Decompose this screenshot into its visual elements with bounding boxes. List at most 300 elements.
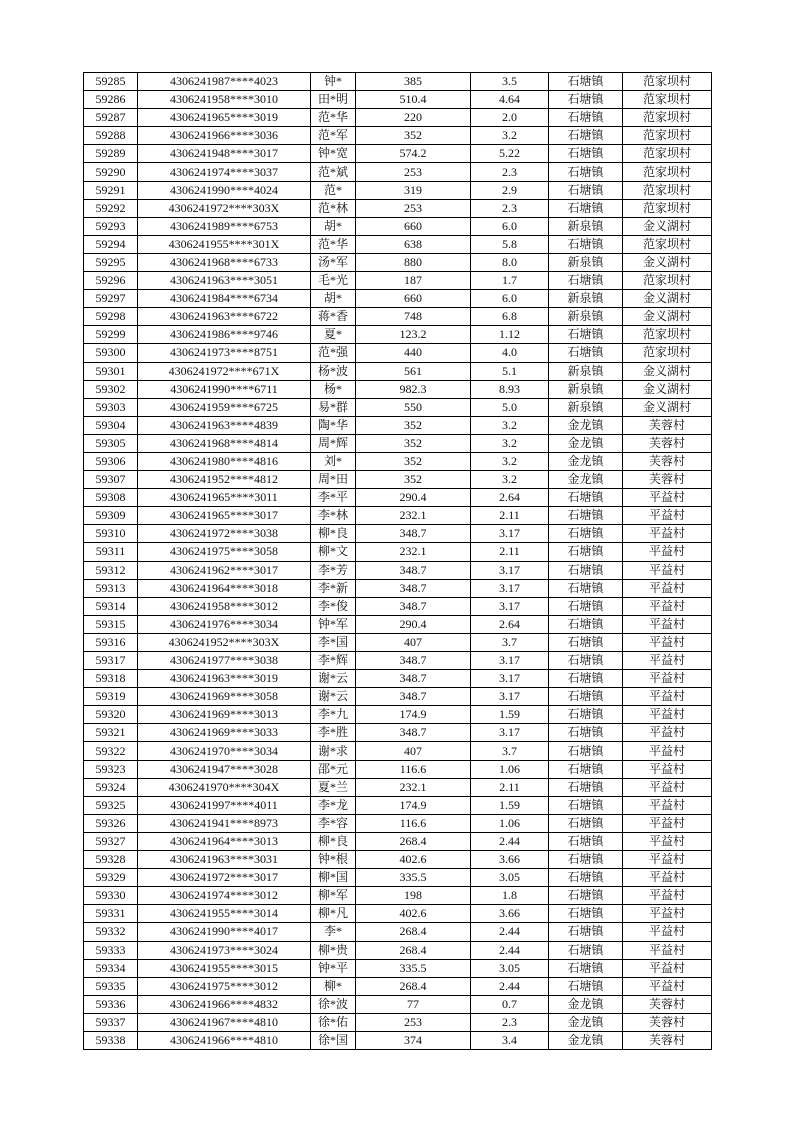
table-row (84, 127, 712, 145)
id-number-cell: 4306241970****3034 (138, 742, 311, 760)
row-number-cell: 59304 (84, 416, 138, 434)
town-cell: 石塘镇 (549, 869, 623, 887)
row-number-cell: 59330 (84, 887, 138, 905)
name-cell: 谢*云 (311, 688, 356, 706)
id-number-cell: 4306241987****4023 (138, 73, 311, 91)
amount-cell: 319 (356, 181, 471, 199)
town-cell: 石塘镇 (549, 127, 623, 145)
id-number-cell: 4306241990****4024 (138, 181, 311, 199)
town-cell: 石塘镇 (549, 199, 623, 217)
value-cell: 3.2 (471, 416, 549, 434)
name-cell: 胡* (311, 217, 356, 235)
table-row (84, 778, 712, 796)
value-cell: 1.59 (471, 706, 549, 724)
amount-cell: 198 (356, 887, 471, 905)
row-number-cell: 59324 (84, 778, 138, 796)
town-cell: 新泉镇 (549, 253, 623, 271)
town-cell: 石塘镇 (549, 977, 623, 995)
id-number-cell: 4306241980****4816 (138, 452, 311, 470)
name-cell: 夏* (311, 326, 356, 344)
row-number-cell: 59323 (84, 760, 138, 778)
row-number-cell: 59333 (84, 941, 138, 959)
id-number-cell: 4306241952****303X (138, 633, 311, 651)
id-number-cell: 4306241959****6725 (138, 398, 311, 416)
amount-cell: 352 (356, 127, 471, 145)
value-cell: 4.0 (471, 344, 549, 362)
amount-cell: 268.4 (356, 923, 471, 941)
id-number-cell: 4306241973****8751 (138, 344, 311, 362)
id-number-cell: 4306241973****3024 (138, 941, 311, 959)
village-cell: 平益村 (623, 543, 712, 561)
town-cell: 石塘镇 (549, 633, 623, 651)
value-cell: 3.66 (471, 905, 549, 923)
town-cell: 石塘镇 (549, 489, 623, 507)
village-cell: 金义湖村 (623, 398, 712, 416)
town-cell: 石塘镇 (549, 235, 623, 253)
row-number-cell: 59286 (84, 91, 138, 109)
row-number-cell: 59299 (84, 326, 138, 344)
table-row (84, 633, 712, 651)
village-cell: 芙蓉村 (623, 1031, 712, 1049)
table-row (84, 398, 712, 416)
amount-cell: 335.5 (356, 959, 471, 977)
row-number-cell: 59321 (84, 724, 138, 742)
amount-cell: 440 (356, 344, 471, 362)
table-row (84, 923, 712, 941)
row-number-cell: 59289 (84, 145, 138, 163)
town-cell: 石塘镇 (549, 344, 623, 362)
name-cell: 范*斌 (311, 163, 356, 181)
table-row (84, 851, 712, 869)
id-number-cell: 4306241963****6722 (138, 308, 311, 326)
value-cell: 3.17 (471, 652, 549, 670)
town-cell: 新泉镇 (549, 380, 623, 398)
table-row (84, 652, 712, 670)
table-row (84, 109, 712, 127)
amount-cell: 116.6 (356, 760, 471, 778)
table-row (84, 272, 712, 290)
row-number-cell: 59332 (84, 923, 138, 941)
town-cell: 石塘镇 (549, 543, 623, 561)
id-number-cell: 4306241948****3017 (138, 145, 311, 163)
amount-cell: 268.4 (356, 832, 471, 850)
row-number-cell: 59288 (84, 127, 138, 145)
amount-cell: 348.7 (356, 525, 471, 543)
amount-cell: 290.4 (356, 489, 471, 507)
value-cell: 1.06 (471, 760, 549, 778)
value-cell: 3.17 (471, 579, 549, 597)
row-number-cell: 59308 (84, 489, 138, 507)
row-number-cell: 59297 (84, 290, 138, 308)
name-cell: 李*新 (311, 579, 356, 597)
village-cell: 平益村 (623, 760, 712, 778)
amount-cell: 232.1 (356, 778, 471, 796)
row-number-cell: 59329 (84, 869, 138, 887)
amount-cell: 574.2 (356, 145, 471, 163)
table-row (84, 995, 712, 1013)
name-cell: 谢*云 (311, 670, 356, 688)
name-cell: 范*华 (311, 235, 356, 253)
table-row (84, 253, 712, 271)
town-cell: 金龙镇 (549, 471, 623, 489)
village-cell: 平益村 (623, 887, 712, 905)
village-cell: 芙蓉村 (623, 471, 712, 489)
row-number-cell: 59328 (84, 851, 138, 869)
table-row (84, 416, 712, 434)
village-cell: 平益村 (623, 959, 712, 977)
name-cell: 刘* (311, 452, 356, 470)
town-cell: 石塘镇 (549, 706, 623, 724)
id-number-cell: 4306241969****3058 (138, 688, 311, 706)
value-cell: 2.44 (471, 977, 549, 995)
table-row (84, 489, 712, 507)
village-cell: 平益村 (623, 742, 712, 760)
value-cell: 1.59 (471, 796, 549, 814)
value-cell: 3.17 (471, 597, 549, 615)
name-cell: 范*林 (311, 199, 356, 217)
village-cell: 范家坝村 (623, 199, 712, 217)
id-number-cell: 4306241963****3031 (138, 851, 311, 869)
name-cell: 李*胜 (311, 724, 356, 742)
table-row (84, 507, 712, 525)
table-row (84, 796, 712, 814)
row-number-cell: 59294 (84, 235, 138, 253)
table-row (84, 217, 712, 235)
id-number-cell: 4306241989****6753 (138, 217, 311, 235)
town-cell: 石塘镇 (549, 525, 623, 543)
village-cell: 范家坝村 (623, 73, 712, 91)
value-cell: 3.4 (471, 1031, 549, 1049)
row-number-cell: 59327 (84, 832, 138, 850)
table-row (84, 344, 712, 362)
id-number-cell: 4306241965****3011 (138, 489, 311, 507)
row-number-cell: 59319 (84, 688, 138, 706)
id-number-cell: 4306241965****3017 (138, 507, 311, 525)
id-number-cell: 4306241969****3013 (138, 706, 311, 724)
village-cell: 芙蓉村 (623, 1013, 712, 1031)
table-row (84, 742, 712, 760)
table-row (84, 869, 712, 887)
name-cell: 毛*光 (311, 272, 356, 290)
value-cell: 3.17 (471, 525, 549, 543)
row-number-cell: 59293 (84, 217, 138, 235)
table-row (84, 688, 712, 706)
village-cell: 金义湖村 (623, 380, 712, 398)
amount-cell: 402.6 (356, 905, 471, 923)
town-cell: 石塘镇 (549, 561, 623, 579)
village-cell: 平益村 (623, 923, 712, 941)
row-number-cell: 59313 (84, 579, 138, 597)
name-cell: 邵*元 (311, 760, 356, 778)
table-row (84, 326, 712, 344)
village-cell: 平益村 (623, 579, 712, 597)
name-cell: 钟*根 (311, 851, 356, 869)
town-cell: 石塘镇 (549, 326, 623, 344)
town-cell: 石塘镇 (549, 796, 623, 814)
amount-cell: 660 (356, 290, 471, 308)
amount-cell: 352 (356, 452, 471, 470)
name-cell: 徐*国 (311, 1031, 356, 1049)
village-cell: 平益村 (623, 525, 712, 543)
town-cell: 金龙镇 (549, 416, 623, 434)
table-row (84, 73, 712, 91)
village-cell: 范家坝村 (623, 145, 712, 163)
village-cell: 平益村 (623, 941, 712, 959)
town-cell: 石塘镇 (549, 73, 623, 91)
name-cell: 周*辉 (311, 434, 356, 452)
village-cell: 平益村 (623, 724, 712, 742)
table-row (84, 814, 712, 832)
amount-cell: 174.9 (356, 796, 471, 814)
name-cell: 李* (311, 923, 356, 941)
name-cell: 范* (311, 181, 356, 199)
name-cell: 柳*良 (311, 525, 356, 543)
village-cell: 平益村 (623, 706, 712, 724)
amount-cell: 407 (356, 633, 471, 651)
town-cell: 石塘镇 (549, 959, 623, 977)
id-number-cell: 4306241984****6734 (138, 290, 311, 308)
town-cell: 石塘镇 (549, 832, 623, 850)
row-number-cell: 59302 (84, 380, 138, 398)
name-cell: 李*俊 (311, 597, 356, 615)
town-cell: 石塘镇 (549, 109, 623, 127)
amount-cell: 352 (356, 471, 471, 489)
value-cell: 3.17 (471, 561, 549, 579)
village-cell: 金义湖村 (623, 290, 712, 308)
id-number-cell: 4306241955****301X (138, 235, 311, 253)
village-cell: 平益村 (623, 597, 712, 615)
table-row (84, 887, 712, 905)
amount-cell: 116.6 (356, 814, 471, 832)
row-number-cell: 59320 (84, 706, 138, 724)
id-number-cell: 4306241975****3058 (138, 543, 311, 561)
village-cell: 范家坝村 (623, 272, 712, 290)
table-row (84, 670, 712, 688)
amount-cell: 638 (356, 235, 471, 253)
id-number-cell: 4306241941****8973 (138, 814, 311, 832)
amount-cell: 660 (356, 217, 471, 235)
table-row (84, 579, 712, 597)
village-cell: 金义湖村 (623, 308, 712, 326)
value-cell: 6.0 (471, 290, 549, 308)
table-row (84, 724, 712, 742)
table-row (84, 380, 712, 398)
town-cell: 石塘镇 (549, 163, 623, 181)
village-cell: 平益村 (623, 851, 712, 869)
town-cell: 石塘镇 (549, 507, 623, 525)
value-cell: 5.8 (471, 235, 549, 253)
town-cell: 新泉镇 (549, 398, 623, 416)
table-row (84, 525, 712, 543)
name-cell: 柳*文 (311, 543, 356, 561)
value-cell: 2.11 (471, 778, 549, 796)
village-cell: 平益村 (623, 814, 712, 832)
name-cell: 柳*良 (311, 832, 356, 850)
value-cell: 2.44 (471, 923, 549, 941)
town-cell: 石塘镇 (549, 688, 623, 706)
town-cell: 石塘镇 (549, 91, 623, 109)
village-cell: 范家坝村 (623, 127, 712, 145)
value-cell: 4.64 (471, 91, 549, 109)
id-number-cell: 4306241972****3038 (138, 525, 311, 543)
name-cell: 李*平 (311, 489, 356, 507)
id-number-cell: 4306241966****4832 (138, 995, 311, 1013)
id-number-cell: 4306241962****3017 (138, 561, 311, 579)
value-cell: 3.05 (471, 869, 549, 887)
table-row (84, 145, 712, 163)
row-number-cell: 59315 (84, 615, 138, 633)
table-row (84, 706, 712, 724)
name-cell: 杨*波 (311, 362, 356, 380)
name-cell: 汤*军 (311, 253, 356, 271)
value-cell: 2.11 (471, 507, 549, 525)
value-cell: 3.7 (471, 633, 549, 651)
value-cell: 6.0 (471, 217, 549, 235)
id-number-cell: 4306241966****3036 (138, 127, 311, 145)
name-cell: 易*群 (311, 398, 356, 416)
id-number-cell: 4306241990****4017 (138, 923, 311, 941)
name-cell: 柳* (311, 977, 356, 995)
village-cell: 范家坝村 (623, 235, 712, 253)
row-number-cell: 59316 (84, 633, 138, 651)
name-cell: 范*强 (311, 344, 356, 362)
row-number-cell: 59303 (84, 398, 138, 416)
amount-cell: 352 (356, 416, 471, 434)
town-cell: 石塘镇 (549, 724, 623, 742)
value-cell: 2.44 (471, 941, 549, 959)
town-cell: 石塘镇 (549, 742, 623, 760)
value-cell: 3.2 (471, 434, 549, 452)
name-cell: 胡* (311, 290, 356, 308)
town-cell: 石塘镇 (549, 272, 623, 290)
town-cell: 新泉镇 (549, 290, 623, 308)
id-number-cell: 4306241972****3017 (138, 869, 311, 887)
village-cell: 金义湖村 (623, 253, 712, 271)
town-cell: 金龙镇 (549, 1013, 623, 1031)
id-number-cell: 4306241968****4814 (138, 434, 311, 452)
value-cell: 2.3 (471, 199, 549, 217)
amount-cell: 561 (356, 362, 471, 380)
id-number-cell: 4306241974****3037 (138, 163, 311, 181)
town-cell: 石塘镇 (549, 670, 623, 688)
amount-cell: 232.1 (356, 507, 471, 525)
amount-cell: 187 (356, 272, 471, 290)
value-cell: 2.11 (471, 543, 549, 561)
town-cell: 金龙镇 (549, 1031, 623, 1049)
value-cell: 8.0 (471, 253, 549, 271)
value-cell: 3.17 (471, 688, 549, 706)
name-cell: 杨* (311, 380, 356, 398)
table-row (84, 199, 712, 217)
name-cell: 范*军 (311, 127, 356, 145)
village-cell: 平益村 (623, 489, 712, 507)
amount-cell: 385 (356, 73, 471, 91)
id-number-cell: 4306241963****3019 (138, 670, 311, 688)
value-cell: 5.22 (471, 145, 549, 163)
table-row (84, 452, 712, 470)
town-cell: 石塘镇 (549, 814, 623, 832)
table-body (84, 73, 712, 1050)
name-cell: 田*明 (311, 91, 356, 109)
village-cell: 平益村 (623, 507, 712, 525)
amount-cell: 348.7 (356, 579, 471, 597)
table-row (84, 977, 712, 995)
village-cell: 芙蓉村 (623, 416, 712, 434)
amount-cell: 550 (356, 398, 471, 416)
amount-cell: 232.1 (356, 543, 471, 561)
village-cell: 金义湖村 (623, 217, 712, 235)
village-cell: 芙蓉村 (623, 995, 712, 1013)
name-cell: 李*芳 (311, 561, 356, 579)
row-number-cell: 59290 (84, 163, 138, 181)
village-cell: 平益村 (623, 652, 712, 670)
name-cell: 钟*宽 (311, 145, 356, 163)
row-number-cell: 59337 (84, 1013, 138, 1031)
id-number-cell: 4306241968****6733 (138, 253, 311, 271)
amount-cell: 407 (356, 742, 471, 760)
row-number-cell: 59306 (84, 452, 138, 470)
amount-cell: 402.6 (356, 851, 471, 869)
value-cell: 1.12 (471, 326, 549, 344)
id-number-cell: 4306241958****3010 (138, 91, 311, 109)
town-cell: 石塘镇 (549, 923, 623, 941)
table-row (84, 561, 712, 579)
name-cell: 李*九 (311, 706, 356, 724)
town-cell: 石塘镇 (549, 887, 623, 905)
id-number-cell: 4306241969****3033 (138, 724, 311, 742)
town-cell: 石塘镇 (549, 941, 623, 959)
village-cell: 平益村 (623, 561, 712, 579)
value-cell: 3.2 (471, 471, 549, 489)
village-cell: 平益村 (623, 796, 712, 814)
row-number-cell: 59317 (84, 652, 138, 670)
value-cell: 3.05 (471, 959, 549, 977)
town-cell: 新泉镇 (549, 217, 623, 235)
amount-cell: 348.7 (356, 688, 471, 706)
amount-cell: 268.4 (356, 941, 471, 959)
data-table (83, 72, 712, 1050)
row-number-cell: 59301 (84, 362, 138, 380)
town-cell: 石塘镇 (549, 851, 623, 869)
table-row (84, 362, 712, 380)
amount-cell: 348.7 (356, 561, 471, 579)
village-cell: 范家坝村 (623, 326, 712, 344)
row-number-cell: 59335 (84, 977, 138, 995)
name-cell: 徐*佑 (311, 1013, 356, 1031)
value-cell: 1.8 (471, 887, 549, 905)
name-cell: 钟* (311, 73, 356, 91)
row-number-cell: 59310 (84, 525, 138, 543)
row-number-cell: 59296 (84, 272, 138, 290)
amount-cell: 123.2 (356, 326, 471, 344)
row-number-cell: 59298 (84, 308, 138, 326)
value-cell: 3.5 (471, 73, 549, 91)
town-cell: 新泉镇 (549, 308, 623, 326)
value-cell: 3.17 (471, 724, 549, 742)
town-cell: 石塘镇 (549, 145, 623, 163)
name-cell: 夏*兰 (311, 778, 356, 796)
row-number-cell: 59314 (84, 597, 138, 615)
village-cell: 平益村 (623, 670, 712, 688)
amount-cell: 77 (356, 995, 471, 1013)
row-number-cell: 59312 (84, 561, 138, 579)
id-number-cell: 4306241997****4011 (138, 796, 311, 814)
table-row (84, 471, 712, 489)
value-cell: 2.9 (471, 181, 549, 199)
row-number-cell: 59331 (84, 905, 138, 923)
table-row (84, 91, 712, 109)
town-cell: 石塘镇 (549, 652, 623, 670)
